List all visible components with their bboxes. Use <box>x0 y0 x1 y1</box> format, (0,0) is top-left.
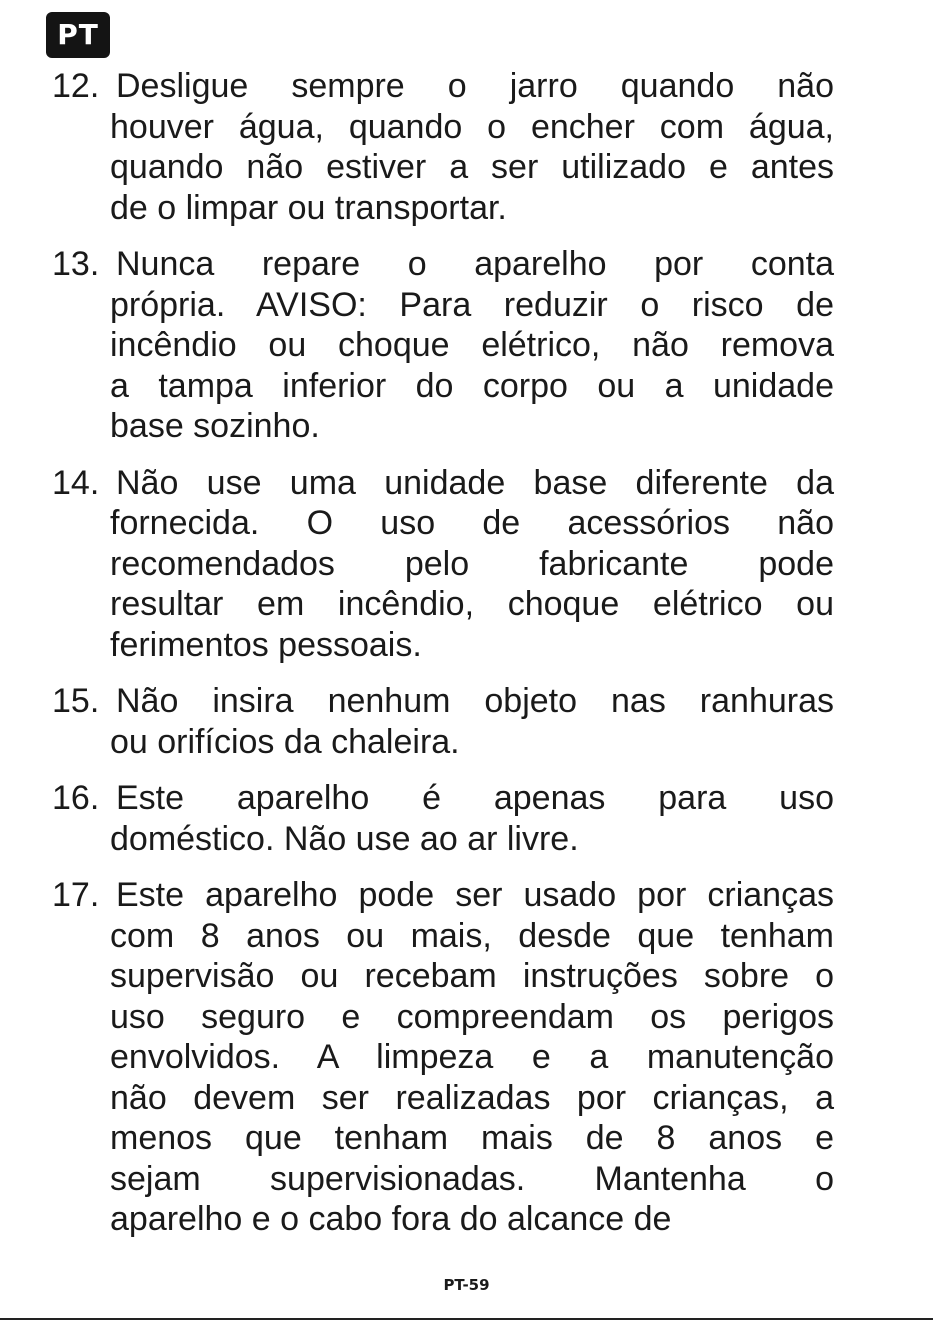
item-line: uso seguro e compreendam os perigos <box>110 997 834 1036</box>
item-number: 12. <box>52 67 100 105</box>
item-line: sejam supervisionadas. Mantenha o <box>110 1159 834 1198</box>
item-number: 14. <box>52 463 100 502</box>
item-line: Não insira nenhum objeto nas ranhuras <box>116 682 834 720</box>
item-line: de o limpar ou transportar. <box>110 188 507 227</box>
item-line: envolvidos. A limpeza e a manutenção <box>110 1038 834 1076</box>
item-line: resultar em incêndio, choque elétrico ou <box>110 585 834 623</box>
item-line: supervisão ou recebam instruções sobre o <box>110 957 834 995</box>
item-line: houver água, quando o encher com água, <box>110 107 834 146</box>
list-item-12 <box>52 66 834 228</box>
item-line: própria. AVISO: Para reduzir o risco de <box>110 285 834 324</box>
item-line: base sozinho. <box>110 407 320 445</box>
item-line: incêndio ou choque elétrico, não remova <box>110 326 834 364</box>
item-number: 15. <box>52 682 100 720</box>
item-line: aparelho e o cabo fora do alcance de <box>110 1200 672 1238</box>
item-line: Desligue sempre o jarro quando não <box>116 67 834 105</box>
item-number: 16. <box>52 779 100 817</box>
list-item-16 <box>52 778 834 859</box>
item-line: quando não estiver a ser utilizado e antes <box>110 148 834 186</box>
item-line: com 8 anos ou mais, desde que tenham <box>110 916 834 955</box>
page-number: PT-59 <box>443 1276 490 1294</box>
list-item-14 <box>52 463 834 666</box>
item-line: não devem ser realizadas por crianças, a <box>110 1078 834 1117</box>
instruction-list <box>52 66 834 1256</box>
item-line: ferimentos pessoais. <box>110 625 422 664</box>
item-line: Este aparelho pode ser usado por crianças <box>116 876 834 914</box>
item-line: ou orifícios da chaleira. <box>110 722 460 761</box>
page-bottom-rule <box>0 1318 933 1320</box>
item-line: doméstico. Não use ao ar livre. <box>110 819 579 858</box>
list-item-17 <box>52 875 834 1240</box>
language-badge: PT <box>46 12 110 58</box>
item-line: Este aparelho é apenas para uso <box>116 779 834 817</box>
item-line: Nunca repare o aparelho por conta <box>116 245 834 283</box>
list-item-13 <box>52 244 834 447</box>
item-number: 13. <box>52 245 100 283</box>
item-line: fornecida. O uso de acessórios não <box>110 504 834 542</box>
item-line: recomendados pelo fabricante pode <box>110 544 834 583</box>
item-line: a tampa inferior do corpo ou a unidade <box>110 366 834 405</box>
item-line: Não use uma unidade base diferente da <box>116 463 834 502</box>
item-number: 17. <box>52 876 100 914</box>
list-item-15 <box>52 681 834 762</box>
item-line: menos que tenham mais de 8 anos e <box>110 1119 834 1157</box>
